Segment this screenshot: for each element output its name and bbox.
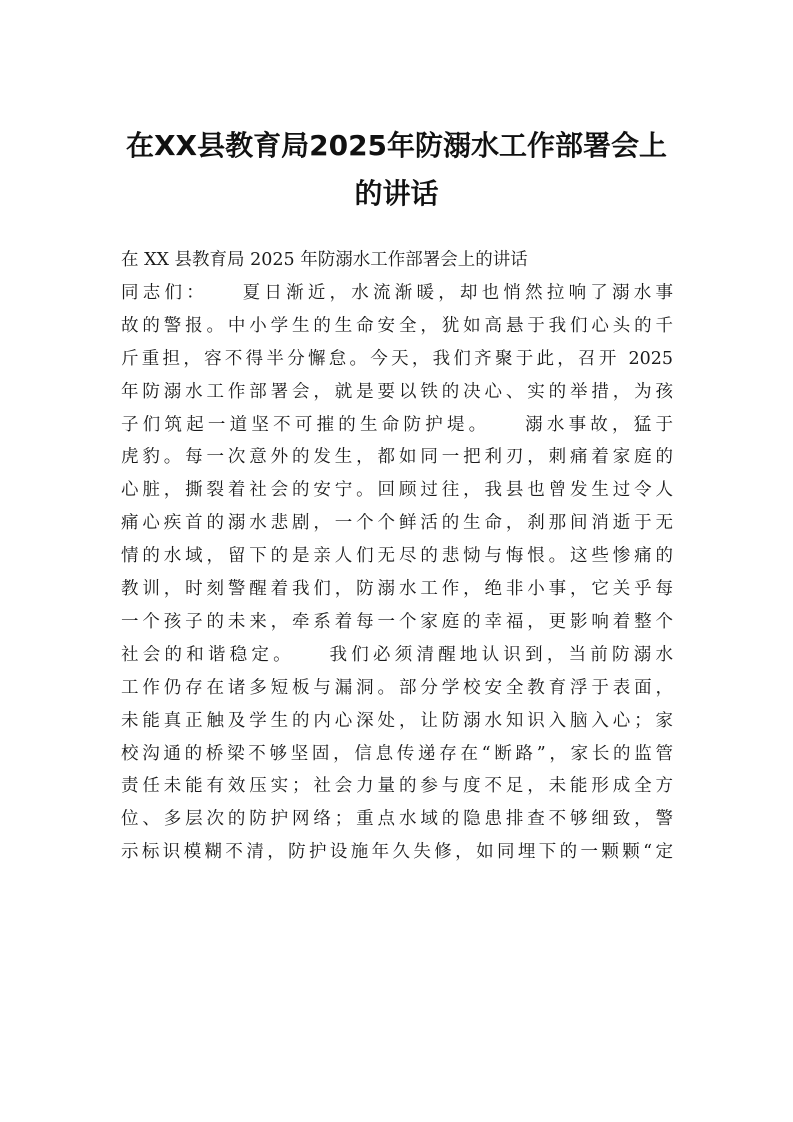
body-line: 示标识模糊不清，防护设施年久失修，如同埋下的一颗颗“定: [121, 842, 673, 863]
body-line: 在 XX 县教育局 2025 年防溺水工作部署会上的讲话: [121, 250, 528, 270]
body-line: 未能真正触及学生的内心深处，让防溺水知识入脑入心；家: [121, 710, 673, 731]
body-line: 子们筑起一道坚不可摧的生命防护堤。 溺水事故，猛于: [121, 414, 673, 435]
body-line: 位、多层次的防护网络；重点水域的隐患排查不够细致，警: [121, 809, 673, 830]
body-line: 工作仍存在诸多短板与漏洞。部分学校安全教育浮于表面，: [121, 677, 673, 698]
body-line: 同志们： 夏日渐近，水流渐暖，却也悄然拉响了溺水事: [121, 282, 673, 303]
body-line: 斤重担，容不得半分懈怠。今天，我们齐聚于此，召开 2025: [121, 348, 673, 369]
body-line: 一个孩子的未来，牵系着每一个家庭的幸福，更影响着整个: [121, 611, 673, 632]
body-line: 心脏，撕裂着社会的安宁。回顾过往，我县也曾发生过令人: [121, 480, 673, 501]
body-line: 社会的和谐稳定。 我们必须清醒地认识到，当前防溺水: [121, 644, 673, 665]
body-line: 教训，时刻警醒着我们，防溺水工作，绝非小事，它关乎每: [121, 579, 673, 599]
body-line: 虎豹。每一次意外的发生，都如同一把利刃，刺痛着家庭的: [121, 447, 673, 468]
document-title-line-1: 在XX县教育局2025年防溺水工作部署会上: [125, 129, 668, 162]
body-line: 校沟通的桥梁不够坚固，信息传递存在“断路”，家长的监管: [121, 743, 673, 764]
body-line: 年防溺水工作部署会，就是要以铁的决心、实的举措，为孩: [121, 381, 673, 402]
body-line: 情的水域，留下的是亲人们无尽的悲恸与悔恨。这些惨痛的: [121, 546, 673, 567]
body-line: 故的警报。中小学生的生命安全，犹如高悬于我们心头的千: [121, 315, 673, 336]
document-title-line-2: 的讲话: [354, 177, 439, 210]
body-line: 责任未能有效压实；社会力量的参与度不足，未能形成全方: [121, 776, 673, 797]
body-line: 痛心疾首的溺水悲剧，一个个鲜活的生命，刹那间消逝于无: [121, 513, 673, 534]
